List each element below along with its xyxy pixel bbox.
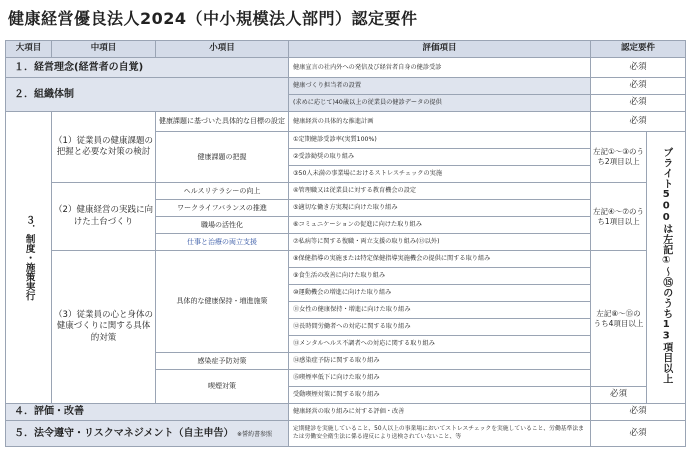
req-2b: 必須 xyxy=(591,95,686,112)
small-health: 具体的な健康保持・増進施策 xyxy=(156,251,289,353)
section-3 xyxy=(6,112,52,404)
mid-3: （3）従業員の心と身体の健康づくりに関する具体的対策 xyxy=(52,251,156,404)
req-16: 必須 xyxy=(591,387,647,404)
req-target: 必須 xyxy=(591,112,686,132)
req-4: 必須 xyxy=(591,404,686,421)
group-3: 左記⑧〜⑮のうち4項目以上 xyxy=(591,251,647,387)
eval-4: 健康経営の取り組みに対する評価・改善 xyxy=(289,404,591,421)
section-5 xyxy=(6,421,289,447)
group-1: 左記①〜③のうち2項目以上 xyxy=(591,132,647,183)
header-requirement: 認定要件 xyxy=(591,41,686,58)
eval-e15: ⑮喫煙率低下に向けた取り組み xyxy=(289,370,591,387)
eval-e8: ⑧保健指導の実施または特定保健指導実施機会の提供に関する取り組み xyxy=(289,251,591,268)
mid-2: （2）健康経営の実践に向けた土台づくり xyxy=(52,183,156,251)
eval-2a: 健康づくり担当者の設置 xyxy=(289,78,591,95)
small-literacy: ヘルスリテラシーの向上 xyxy=(156,183,289,200)
eval-e1: ①定期健診受診率(実質100%) xyxy=(289,132,591,149)
req-1: 必須 xyxy=(591,58,686,78)
header-major: 大項目 xyxy=(6,41,52,58)
small-target: 健康課題に基づいた具体的な目標の設定 xyxy=(156,112,289,132)
eval-e10: ⑩運動機会の増進に向けた取り組み xyxy=(289,285,591,302)
bright-500-label: ブライト500は左記①〜⑮のうち13項目以上 xyxy=(660,146,672,384)
eval-e3: ③50人未満の事業場におけるストレスチェックの実施 xyxy=(289,166,591,183)
section-1: １．経営理念(経営者の自覚) xyxy=(6,58,289,78)
section-4: ４．評価・改善 xyxy=(6,404,289,421)
small-infection: 感染症予防対策 xyxy=(156,353,289,370)
requirements-table xyxy=(5,40,686,447)
small-wlb: ワークライフバランスの推進 xyxy=(156,200,289,217)
eval-e16: 受動喫煙対策に関する取り組み xyxy=(289,387,591,404)
req-5: 必須 xyxy=(591,421,686,447)
mid-1: （1）従業員の健康課題の把握と必要な対策の検討 xyxy=(52,112,156,183)
header-minor: 小項目 xyxy=(156,41,289,58)
eval-e14: ⑭感染症予防に関する取り組み xyxy=(289,353,591,370)
eval-5: 定期健診を実施していること、50人以上の事業場においてストレスチェックを実施していること、労働基準法または労働安全衛生法に係る違反により送検されていないこと、等 xyxy=(289,421,591,447)
eval-e9: ⑨食生活の改善に向けた取り組み xyxy=(289,268,591,285)
eval-e6: ⑥コミュニケーションの促進に向けた取り組み xyxy=(289,217,591,234)
page-title: 健康経営優良法人2024（中小規模法人部門）認定要件 xyxy=(8,9,418,28)
small-workplace: 職場の活性化 xyxy=(156,217,289,234)
header-evaluation: 評価項目 xyxy=(289,41,591,58)
eval-2b: (求めに応じて)40歳以上の従業員の健診データの提供 xyxy=(289,95,591,112)
header-middle: 中項目 xyxy=(52,41,156,58)
eval-e5: ⑤適切な働き方実現に向けた取り組み xyxy=(289,200,591,217)
small-treatment: 仕事と治療の両立支援 xyxy=(156,234,289,251)
eval-target: 健康経営の具体的な推進計画 xyxy=(289,112,591,132)
eval-e7: ⑦私病等に関する復職・両立支援の取り組み(⑬以外) xyxy=(289,234,591,251)
section-3-label: ３．制度・施策実行 xyxy=(23,214,35,301)
eval-1: 健康宣言の社内外への発信及び経営者自身の健診受診 xyxy=(289,58,591,78)
section-5-label: ５．法令遵守・リスクマネジメント（自主申告） xyxy=(14,427,234,439)
group-2: 左記④〜⑦のうち1項目以上 xyxy=(591,183,647,251)
pledge-note: ※誓約書参照 xyxy=(236,430,273,438)
eval-e4: ④管理職又は従業員に対する教育機会の設定 xyxy=(289,183,591,200)
bright-500 xyxy=(647,132,686,404)
req-2a: 必須 xyxy=(591,78,686,95)
eval-e12: ⑫長時間労働者への対応に関する取り組み xyxy=(289,319,591,336)
eval-e13: ⑬メンタルヘルス不調者への対応に関する取り組み xyxy=(289,336,591,353)
eval-e11: ⑪女性の健康保持・増進に向けた取り組み xyxy=(289,302,591,319)
section-2: ２．組織体制 xyxy=(6,78,289,112)
small-grasp: 健康課題の把握 xyxy=(156,132,289,183)
small-smoking: 喫煙対策 xyxy=(156,370,289,404)
eval-e2: ②受診勧奨の取り組み xyxy=(289,149,591,166)
